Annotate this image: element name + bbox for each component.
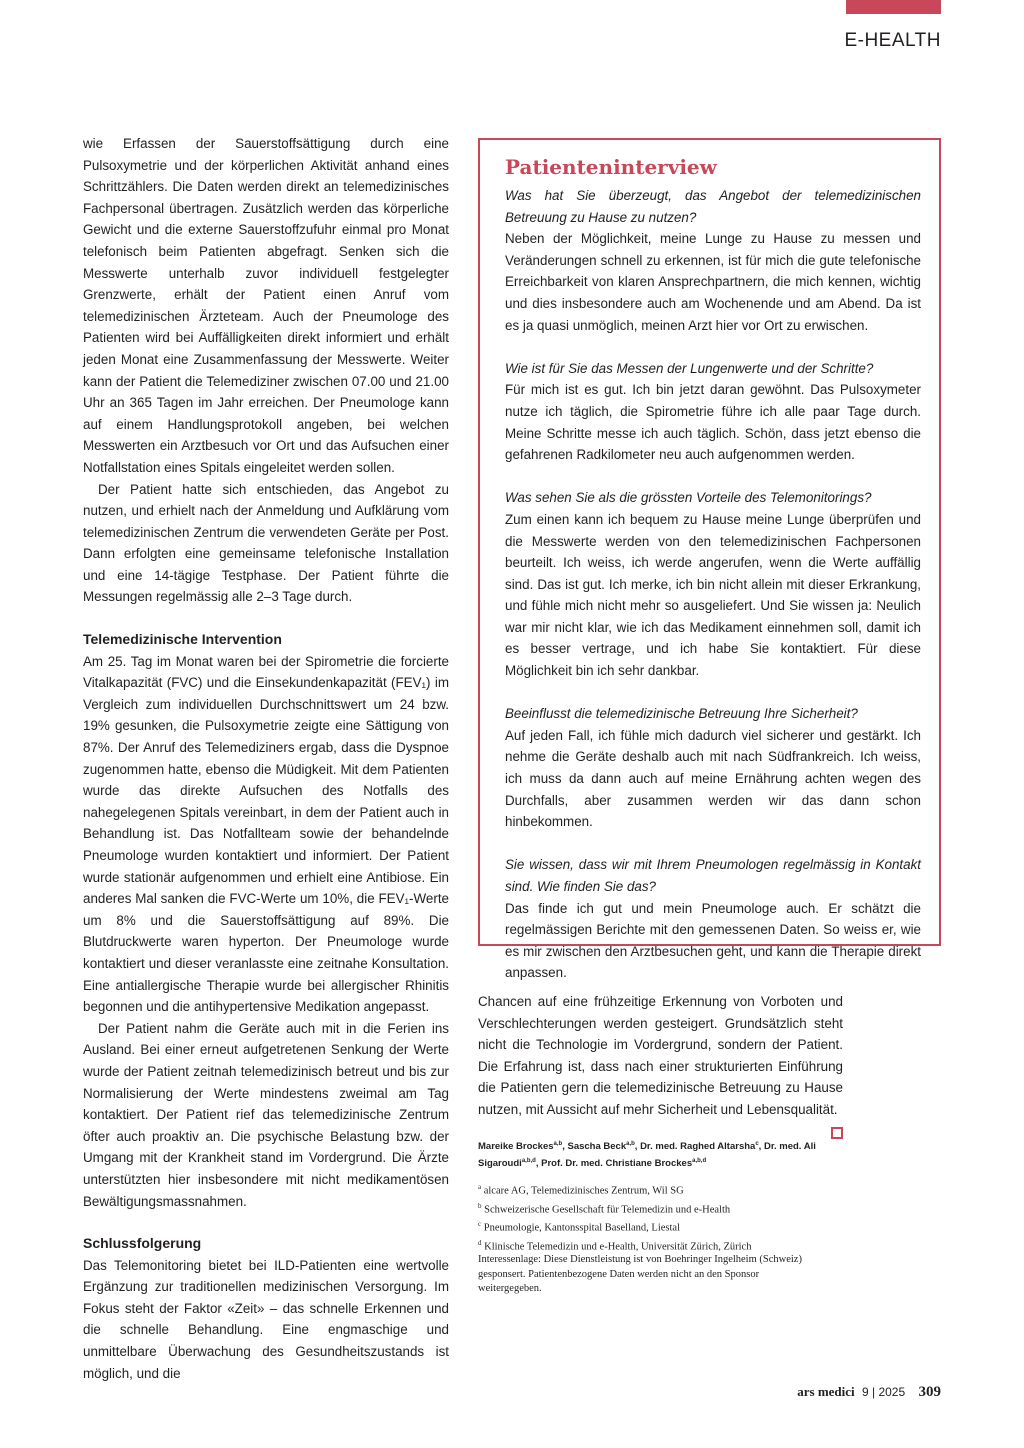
issue-number: 9 | 2025 <box>862 1385 906 1399</box>
page-number: 309 <box>918 1384 941 1400</box>
left-column <box>83 133 449 1384</box>
interview-box <box>478 138 941 981</box>
heading-intervention: Telemedizinische Intervention <box>83 631 282 648</box>
author-name: Mareike Brockes <box>478 1141 554 1153</box>
conflict-of-interest: Interessenlage: Diese Dienstleistung ist von Boehringer Ingelheim (Schweiz) gesponsert. Patientenbezogene Daten werden nicht an den Sponsor weitergegeben. <box>478 1254 802 1294</box>
author-list: Mareike Brockes$^{a,b}$, Sascha Beck$^{a,b}$, Dr. med. Raghed Altarsha$^c$, Dr. med. Ali Sigaroudi$^{a,b,d}$, Prof. Dr. med. Christiane Brockes$^{a,b,d}$ <box>478 1141 816 1170</box>
section-label: E-HEALTH <box>844 30 941 51</box>
qa-item <box>505 703 921 833</box>
author-name: Sascha Beck <box>567 1141 627 1153</box>
affiliation-sup: a <box>478 1183 482 1191</box>
affiliation <box>478 1199 843 1218</box>
affiliation-sup: c <box>478 1220 482 1228</box>
affiliation-sup: b <box>478 1201 482 1210</box>
answer: Für mich ist es gut. Ich bin jetzt daran gewöhnt. Das Pulsoxymeter nutze ich täglich, die Spirometrie führe ich alle paar Tage durch. Meine Schritte messe ich auch täglich. Schön, dass jetzt ebenso die gefahrenen Radkilometer neu auch aufgenommen werden. <box>505 382 921 463</box>
answer: Das finde ich gut und mein Pneumologe auch. Er schätzt die regelmässigen Berichte mit den gemessenen Daten. So weiss er, wie es mir zwischen den Arztbesuchen geht, und kann die Therapie direkt anpassen. <box>505 900 921 981</box>
closing-text: Chancen auf eine frühzeitige Erkennung von Vorboten und Verschlechterungen werden gesteigert. Grundsätzlich steht nicht die Technologie im Vordergrund, sondern der Patient. Die Erfahrung ist, dass nach einer strukturierten Einführung die Patienten gern die telemedizinische Betreuung zu Hause nutzen, mit Aussicht auf mehr Sicherheit und Lebensqualität. <box>478 994 843 1117</box>
affiliation-text: Pneumologie, Kantonsspital Baselland, Liestal <box>483 1222 680 1234</box>
author-sup: a,b,d <box>692 1158 707 1165</box>
body-paragraph: Der Patient hatte sich entschieden, das Angebot zu nutzen, und erhielt nach der Anmeldung und Aufklärung vom telemedizinischen Zentrum die verwendeten Geräte per Post. Dann erfolgten eine gemeinsame telefonische Installation und eine 14-tägige Testphase. Der Patient führte die Messungen regelmässig alle 2–3 Tage durch. <box>83 481 449 605</box>
author-name: Prof. Dr. med. Christiane Brockes <box>541 1158 693 1170</box>
qa-item <box>505 854 921 984</box>
right-column <box>478 991 843 1139</box>
interview-title: Patienteninterview <box>505 155 717 179</box>
affiliation <box>478 1236 843 1255</box>
affiliation-text: Schweizerische Gesellschaft für Telemedizin und e-Health <box>484 1204 731 1215</box>
body-paragraph <box>478 991 843 1121</box>
journal-name: ars medici <box>797 1384 855 1399</box>
body-paragraph: Das Telemonitoring bietet bei ILD-Patienten eine wertvolle Ergänzung zur traditionellen medizinischen Versorgung. Im Fokus steht der Faktor «Zeit» – das schnelle Erkennen und die schnelle Behandlung. Eine engmaschige und unmittelbare Überwachung des Gesundheitszustands ist möglich, und die <box>83 1257 449 1381</box>
question: Was sehen Sie als die grössten Vorteile des Telemonitorings? <box>505 490 872 506</box>
author-sup: a,b,d <box>521 1158 536 1165</box>
affiliation-list <box>478 1180 843 1254</box>
answer: Zum einen kann ich bequem zu Hause meine Lunge überprüfen und die Messwerte werden von den telemedizinischen Fachpersonen beurteilt. Ich weiss, ich werde angerufen, wenn die Werte auffällig sind. Das ist gut. Ich merke, ich bin nicht allein mit dieser Erkrankung, und fühle mich nicht mehr so ausgeliefert. Und Sie wissen ja: Neulich war mir nicht klar, wie ich das Medikament einnehmen soll, damit ich es besser vertrage, und ich habe Sie kontaktiert. Für diese Möglichkeit bin ich sehr dankbar. <box>505 511 921 679</box>
author-sup: a,b <box>626 1141 635 1147</box>
body-paragraph: Am 25. Tag im Monat waren bei der Spirometrie die forcierte Vitalkapazität (FVC) und die Einsekundenkapazität (FEV₁) im Vergleich zum individuellen Durchschnittswert um 24 bzw. 19% gesunken, die Pulsoxymetrie zeigte eine Sättigung von 87%. Der Anruf des Telemediziners ergab, dass die Dyspnoe zugenommen hatte, ebenso die Müdigkeit. Mit dem Patienten wurde das direkte Aufsuchen des Notfalls des nahegelegenen Spitals vereinbart, in dem der Patient auch in Behandlung ist. Das Notfallteam sowie der behandelnde Pneumologe wurden kontaktiert und informiert. Der Patient wurde stationär aufgenommen und erhielt eine Antibiose. Ein anderes Mal sanken die FVC-Werte um 10%, die FEV₁-Werte um 8% und die Sauerstoffsättigung auf 89%. Die Blutdruckwerte waren hyperton. Der Pneumologe wurde kontaktiert und dieser veranlasste eine zeitnahe Konsultation. Eine antiallergische Therapie wurde bei allergischer Rhinitis begonnen und die antihypertensive Medikation angepasst. <box>83 653 449 1015</box>
body-paragraph: wie Erfassen der Sauerstoffsättigung durch eine Pulsoxymetrie und der körperlichen Aktivität anhand eines Schrittzählers. Die Daten werden direkt an telemedizinisches Fachpersonal übertragen. Zusätzlich werden das körperliche Gewicht und die externe Sauerstoffzufuhr einmal pro Monat telefonisch beim Patienten abgefragt. Senken sich die Messwerte unterhalb zuvor individuell festgelegter Grenzwerte, erhält der Patient einen Anruf vom telemedizinischen Ärzteteam. Auch der Pneumologe des Patienten wird bei Auffälligkeiten direkt informiert und erhält jeden Monat eine Zusammenfassung der Messwerte. Weiter kann der Patient die Telemediziner zwischen 07.00 und 21.00 Uhr an 365 Tagen im Jahr erreichen. Der Pneumologe kann auf einem Handlungsprotokoll angeben, bei welchen Messwerten ein Arztbesuch vor Ort und das Aufsuchen einer Notfallstation eines Spitals eingeleitet werden sollen. <box>83 136 449 475</box>
question: Was hat Sie überzeugt, das Angebot der telemedizinischen Betreuung zu Hause zu nutzen? <box>505 188 921 225</box>
author-name: Dr. med. Raghed Altarsha <box>640 1141 756 1153</box>
heading-conclusion: Schlussfolgerung <box>83 1235 202 1252</box>
qa-item <box>505 185 921 336</box>
affiliation-text: Klinische Telemedizin und e-Health, Universität Zürich, Zürich <box>484 1241 752 1252</box>
author-sup: a,b <box>553 1141 563 1147</box>
question: Wie ist für Sie das Messen der Lungenwerte und der Schritte? <box>505 360 874 376</box>
author-sup: c <box>755 1141 759 1147</box>
affiliation <box>478 1217 843 1236</box>
question: Beeinflusst die telemedizinische Betreuung Ihre Sicherheit? <box>505 706 858 722</box>
qa-item <box>505 358 921 466</box>
page-footer <box>797 1384 941 1401</box>
affiliation-sup: d <box>478 1238 482 1247</box>
question: Sie wissen, dass wir mit Ihrem Pneumologen regelmässig in Kontakt sind. Wie finden Sie das? <box>505 857 921 894</box>
affiliation-text: alcare AG, Telemedizinisches Zentrum, Wil SG <box>483 1185 684 1197</box>
header-accent-bar <box>846 0 941 14</box>
answer: Neben der Möglichkeit, meine Lunge zu Hause zu messen und Veränderungen schnell zu erkennen, ist für mich die gute telefonische Erreichbarkeit von klaren Ansprechpartnern, die mich kennen, wichtig und dies insbesondere auch am Wochenende und am Abend. Da ist es ja quasi unmöglich, meinen Arzt hier vor Ort zu erwischen. <box>505 231 921 333</box>
author-name: Dr. med. Ali Sigaroudi <box>478 1141 816 1170</box>
answer: Auf jeden Fall, ich fühle mich dadurch viel sicherer und gestärkt. Ich nehme die Geräte deshalb auch mit nach Südfrankreich. Ich weiss, ich muss da dann auch auf meine Ernährung achten wegen des Durchfalls, aber zusammen werden wir das dann schon hinbekommen. <box>505 727 921 830</box>
affiliation <box>478 1180 843 1199</box>
qa-item <box>505 487 921 681</box>
body-paragraph: Der Patient nahm die Geräte auch mit in die Ferien ins Ausland. Bei einer erneut aufgetretenen Senkung der Werte wurde der Patient zeitnah telemedizinisch betreut und bis zur Normalisierung der Werte mindestens zweimal am Tag kontaktiert. Der Patient rief das telemedizinische Zentrum öfter auch proaktiv an. Die psychische Belastung bzw. der Umgang mit der Krankheit stand im Vordergrund. Die Ärzte unterstützten hier insbesondere mit nicht medikamentösen Bewältigungsmassnahmen. <box>83 1020 449 1209</box>
